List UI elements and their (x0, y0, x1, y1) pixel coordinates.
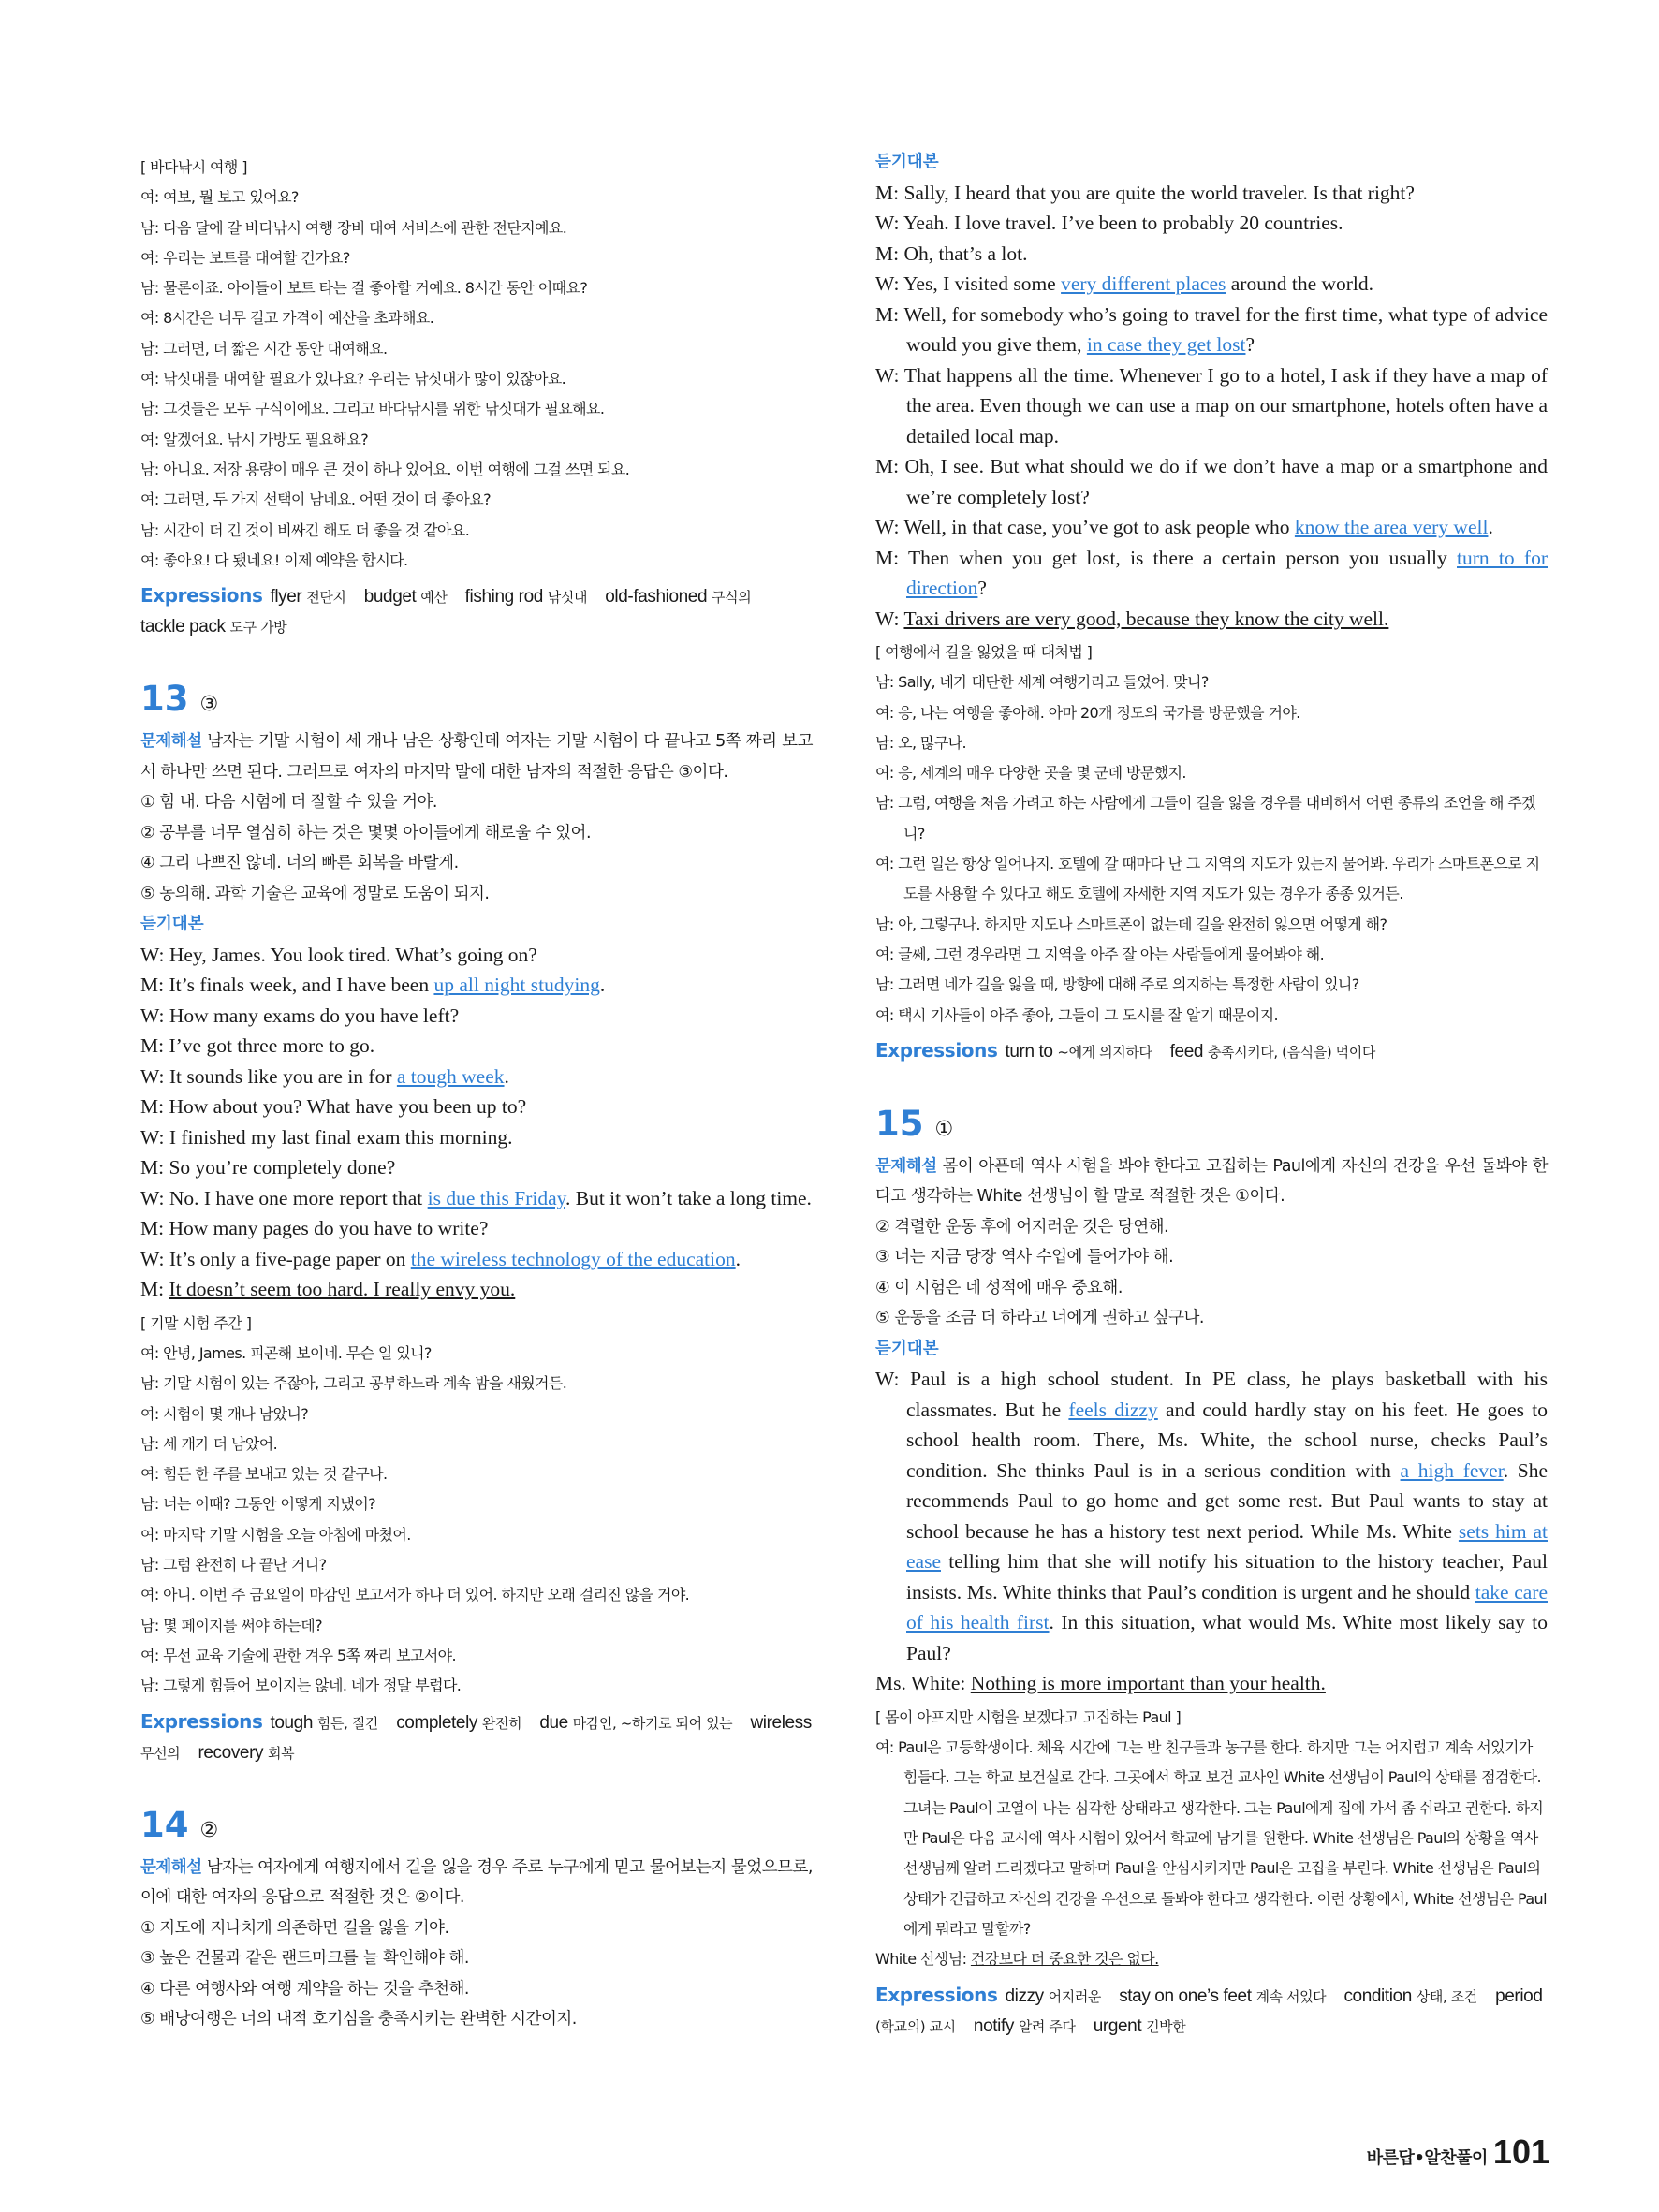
text-line: 여: 그러면, 두 가지 선택이 남네요. 어떤 것이 더 좋아요? (140, 491, 492, 509)
script-text: I finished my last final exam this morning. (169, 1125, 513, 1149)
answer-underline: 그렇게 힘들어 보이지는 않네. 네가 정말 부럽다. (163, 1677, 462, 1695)
script-text: It’s only a five-page paper on (169, 1247, 411, 1270)
speaker: W: (140, 1247, 169, 1270)
q15-final-line: Nothing is more important than your health. (970, 1672, 1326, 1695)
expression-definition: 어지러운 (1048, 1987, 1102, 2005)
blank-answer: is due this Friday (427, 1186, 565, 1209)
blank-answer: very different places (1061, 272, 1226, 295)
speaker: W: (875, 516, 904, 538)
script-line (875, 300, 1548, 360)
speaker: W: (875, 607, 904, 630)
text-line: 여: 좋아요! 다 됐네요! 이제 예약을 합시다. (140, 550, 408, 569)
script-text: Then when you get lost, is there a certain person you usually (907, 546, 1458, 569)
text-line: 남: 물론이죠. 아이들이 보트 타는 걸 좋아할 거예요. 8시간 동안 어때요? (140, 279, 588, 298)
text-line: 남: 시간이 더 긴 것이 비싸긴 해도 더 좋을 것 같아요. (140, 520, 470, 539)
text-line: 남: 너는 어때? 그동안 어떻게 지냈어? (140, 1495, 375, 1514)
script-text: So you’re completely done? (169, 1156, 396, 1179)
expression-term: feed (1169, 1041, 1208, 1062)
q14-translation-lines (875, 667, 1548, 1031)
speaker: M: (140, 1095, 169, 1119)
speaker: M: (140, 974, 169, 997)
script-line (140, 1244, 813, 1275)
expression-term: dizzy (1005, 1985, 1049, 2006)
expression-definition: 낚싯대 (547, 589, 588, 607)
text-line: 남: 세 개가 더 남았어. (140, 1434, 278, 1453)
expression-term: fishing rod (464, 587, 548, 608)
q14-explanation (140, 1853, 813, 1913)
text-line: 남: 그럼 완전히 다 끝난 거니? (140, 1556, 327, 1575)
expressions-label: Expressions (140, 1709, 263, 1733)
speaker: M: (875, 181, 904, 204)
speaker: M: (875, 455, 905, 477)
speaker: W: (140, 1186, 169, 1209)
q13-explanation (140, 726, 813, 787)
text-line: 여: 아니. 이번 주 금요일이 마감인 보고서가 하나 더 있어. 하지만 오래 걸리진 않을 거야. (140, 1586, 690, 1604)
q15-answer: ① (934, 1117, 954, 1141)
script-text: How many pages do you have to write? (169, 1217, 489, 1240)
q13-explain-label: 문제해설 (140, 732, 202, 752)
speaker: M: (875, 242, 904, 265)
expression-definition: 예산 (420, 589, 448, 607)
q12-translation-lines (140, 183, 813, 576)
expression-definition: 긴박한 (1146, 2017, 1186, 2035)
script-text: Oh, I see. But what should we do if we don’t have a map or a smartphone and we’re completely lost? (904, 455, 1548, 508)
text-line: ④ 다른 여행사와 여행 계약을 하는 것을 추천해. (140, 1979, 469, 1999)
expression-term: period (1495, 1985, 1543, 2006)
speaker: M: (875, 302, 904, 326)
blank-answer: the wireless technology of the education (410, 1247, 736, 1270)
script-text: Yes, I visited some (903, 272, 1062, 295)
blank-answer: a tough week (396, 1064, 505, 1088)
text-line: 남: 그것들은 모두 구식이에요. 그리고 바다낚시를 위한 낚싯대가 필요해요. (140, 400, 605, 418)
page-number: 101 (1492, 2132, 1549, 2171)
script-line (875, 604, 1548, 635)
footer-book-title: 바른답•알찬풀이 (1366, 2148, 1488, 2168)
expression-term: condition (1343, 1985, 1417, 2006)
expression-definition: 마감인, ~하기로 되어 있는 (572, 1714, 733, 1732)
script-text: Hey, James. You look tired. What’s going on? (169, 943, 537, 966)
text-line: 여: 응, 나는 여행을 좋아해. 아마 20개 정도의 국가를 방문했을 거야. (875, 703, 1300, 722)
q15-explanation (875, 1151, 1548, 1212)
script-text: It sounds like you are in for (169, 1064, 397, 1088)
text-line: 여: 글쎄, 그런 경우라면 그 지역을 아주 잘 아는 사람들에게 물어봐야 해. (875, 945, 1325, 963)
q15-heading (875, 1103, 1548, 1151)
q15-script (875, 1364, 1548, 1699)
q15-translation-final (875, 1944, 1548, 1974)
q15-trans-final-line: 건강보다 더 중요한 것은 없다. (970, 1950, 1159, 1969)
right-column (875, 153, 1548, 2042)
text-line: 남: 몇 페이지를 써야 하는데? (140, 1616, 323, 1634)
script-text: It’s finals week, and I have been (169, 974, 434, 997)
expressions-label: Expressions (140, 584, 263, 608)
text-line: ④ 이 시험은 네 성적에 매우 중요해. (875, 1278, 1123, 1297)
script-text: Well, for somebody who’s going to travel for the first time, what type of advice would you give them, (903, 302, 1548, 356)
expression-definition: 회복 (268, 1744, 295, 1762)
text-line: ④ 그리 나쁘진 않네. 너의 빠른 회복을 바랄게. (140, 854, 459, 873)
script-line (140, 1122, 813, 1153)
q14-options (140, 1913, 813, 2035)
script-line (875, 512, 1548, 543)
text-line: ③ 너는 지금 당장 역사 수업에 들어가야 해. (875, 1248, 1174, 1267)
text-line: ⑤ 동의해. 과학 기술은 교육에 정말로 도움이 되지. (140, 884, 490, 903)
script-line (140, 1031, 813, 1062)
expression-definition: ~에게 의지하다 (1057, 1043, 1152, 1061)
speaker: W: (875, 212, 904, 234)
expression-definition: 무선의 (140, 1744, 181, 1762)
q14-translation (875, 637, 1548, 1031)
script-line (875, 360, 1548, 452)
q13-script-label: 듣기대본 (140, 915, 204, 934)
text-line: 남: Sally, 네가 대단한 세계 여행가라고 들었어. 맞니? (875, 673, 1209, 692)
script-line (140, 940, 813, 971)
q15-script-body (906, 1368, 1548, 1664)
q13-answer: ③ (199, 693, 219, 717)
q14-heading (140, 1804, 813, 1853)
text-line: ② 격렬한 운동 후에 어지러운 것은 당연해. (875, 1217, 1169, 1237)
q12-translation (140, 153, 813, 576)
script-text: I’ve got three more to go. (169, 1034, 375, 1058)
q13-script (140, 940, 813, 1305)
script-line (140, 1183, 813, 1214)
text-line: 여: 힘든 한 주를 보내고 있는 것 같구나. (140, 1465, 388, 1484)
blank-answer: in case they get lost (1086, 333, 1246, 356)
expression-definition: 완전히 (481, 1714, 522, 1732)
text-line: 남: 아, 그렇구나. 하지만 지도나 스마트폰이 없는데 길을 완전히 잃으면 어떻게 해? (875, 915, 1387, 933)
q14-expressions (875, 1036, 1548, 1067)
script-line (875, 208, 1548, 239)
speaker: W: (875, 363, 904, 387)
q14-translation-header: [ 여행에서 길을 잃었을 때 대처법 ] (875, 643, 1093, 661)
script-text: How about you? What have you been up to? (169, 1095, 527, 1119)
script-line (140, 1213, 813, 1244)
expression-definition: 알려 주다 (1018, 2017, 1076, 2035)
q14-script (875, 178, 1548, 635)
text-line: 여: 마지막 기말 시험을 오늘 아침에 마쳤어. (140, 1525, 411, 1544)
script-text: telling him that she will notify his situation to the history teacher, Paul insists. Ms. White thinks that Paul’s condition is urgent and he should (906, 1550, 1548, 1604)
text-line: 남: 그러면 네가 길을 잃을 때, 방향에 대해 주로 의지하는 특정한 사람이 있니? (875, 975, 1359, 994)
expression-term: wireless (750, 1712, 812, 1733)
text-line: 여: 우리는 보트를 대여할 건가요? (140, 248, 350, 267)
q15-translation-paragraph: 여: Paul은 고등학생이다. 체육 시간에 그는 반 친구들과 농구를 한다. 하지만 그는 어지럽고 계속 서있기가 힘들다. 그는 학교 보건실로 간다. 그곳에서 학교 보건 교사인 White 선생님이 Paul의 상태를 점검한다. 그녀는 Paul이 고열이 나는 심각한 상태라고 생각한다. 그는 Paul에게 집에 가서 좀 쉬라고 권한다. 하지만 Paul은 다음 교시에 역사 시험이 있어서 학교에 남기를 원한다. White 선생님은 Paul의 상황을 역사 선생님께 알려 드리겠다고 말하며 Paul을 안심시키지만 Paul은 고집을 부린다. White 선생님은 Paul의 상태가 긴급하고 자신의 건강을 우선으로 돌봐야 한다고 생각한다. 이런 상황에서, White 선생님은 Paul에게 뭐라고 말할까? (875, 1738, 1547, 1938)
expression-definition: 충족시키다, (음식을) 먹이다 (1207, 1043, 1375, 1061)
expression-definition: 계속 서있다 (1255, 1987, 1327, 2005)
script-line (140, 970, 813, 1001)
q13-translation-lines (140, 1339, 813, 1702)
speaker: W: (875, 272, 904, 295)
expression-definition: 전단지 (306, 589, 346, 607)
text-line: 여: 시험이 몇 개나 남았니? (140, 1404, 309, 1423)
q15-expressions (875, 1981, 1548, 2042)
text-line: 남: 그러면, 더 짧은 시간 동안 대여해요. (140, 339, 388, 358)
blank-answer: know the area very well (1294, 516, 1489, 538)
script-text: ? (1245, 333, 1255, 356)
q13-translation (140, 1309, 813, 1702)
speaker: M: (140, 1156, 169, 1179)
page-footer (1348, 2132, 1549, 2172)
q13-explanation-block (140, 726, 813, 909)
q13-translation-header: [ 기말 시험 주간 ] (140, 1313, 252, 1332)
blank-answer: take care of his health first (906, 1580, 1548, 1634)
blank-answer: up all night studying (433, 974, 600, 997)
script-text: Well, in that case, you’ve got to ask people who (903, 516, 1295, 538)
text-line: 여: 8시간은 너무 길고 가격이 예산을 초과해요. (140, 309, 434, 328)
q15-script-label: 듣기대본 (875, 1339, 939, 1358)
script-text: . She recommends Paul to go home and get some rest. But Paul wants to stay at school because he has a history test next period. While Ms. White (906, 1458, 1549, 1543)
blank-answer: a high fever (1400, 1458, 1504, 1482)
q15-explain-label: 문제해설 (875, 1156, 937, 1176)
q15-trans-final-speaker: White 선생님: (875, 1950, 967, 1969)
q15-explanation-text: 몸이 아픈데 역사 시험을 봐야 한다고 고집하는 Paul에게 자신의 건강을 우선 돌봐야 한다고 생각하는 White 선생님이 할 말로 적절한 것은 ①이다. (875, 1156, 1548, 1207)
q14-answer: ② (199, 1818, 219, 1842)
script-text: Paul is a high school student. In PE class, he plays basketball with his classmates. But he (906, 1368, 1548, 1421)
script-line (875, 543, 1548, 604)
q15-translation (875, 1703, 1548, 1975)
q15-translation-header: [ 몸이 아프지만 시험을 보겠다고 고집하는 Paul ] (875, 1707, 1182, 1726)
expression-term: completely (396, 1712, 482, 1733)
speaker: W: (140, 943, 169, 966)
text-line: 남: 그럼, 여행을 처음 가려고 하는 사람에게 그들이 길을 잃을 경우를 대비해서 어떤 종류의 조언을 해 주겠니? (875, 794, 1536, 842)
script-line (875, 239, 1548, 270)
script-text: around the world. (1226, 272, 1374, 295)
expressions-label: Expressions (875, 1038, 998, 1062)
text-line: 여: 낚싯대를 대여할 필요가 있나요? 우리는 낚싯대가 많이 있잖아요. (140, 370, 566, 388)
q15-explanation-block (875, 1151, 1548, 1334)
speaker: M: (140, 1034, 169, 1058)
q15-options (875, 1212, 1548, 1334)
text-line: 남: 그렇게 힘들어 보이지는 않네. 네가 정말 부럽다. (140, 1677, 462, 1695)
q15-number: 15 (875, 1103, 924, 1144)
script-text: Oh, that’s a lot. (903, 242, 1028, 265)
expression-term: turn to (1005, 1041, 1058, 1062)
expression-term: flyer (270, 587, 307, 608)
text-line: 여: 그런 일은 항상 일어나지. 호텔에 갈 때마다 난 그 지역의 지도가 있는지 물어봐. 우리가 스마트폰으로 지도를 사용할 수 있다고 해도 호텔에 자세한 지역 지도가 있는 경우가 종종 있거든. (875, 855, 1540, 903)
q13-expressions (140, 1707, 813, 1768)
script-text: ? (977, 577, 987, 599)
script-line (140, 1274, 813, 1305)
q14-explanation-text: 남자는 여자에게 여행지에서 길을 잃을 경우 주로 누구에게 믿고 물어보는지 물었으므로, 이에 대한 여자의 응답으로 적절한 것은 ②이다. (140, 1857, 813, 1908)
script-line (140, 1001, 813, 1032)
q15-script-speaker: W: (875, 1368, 900, 1391)
q13-heading (140, 678, 813, 726)
speaker: W: (140, 1003, 169, 1027)
q12-translation-header: [ 바다낚시 여행 ] (140, 158, 247, 176)
text-line: 여: 안녕, James. 피곤해 보이네. 무슨 일 있니? (140, 1343, 432, 1362)
script-line (875, 178, 1548, 209)
script-text: . (599, 974, 606, 997)
expression-definition: 상태, 조건 (1416, 1987, 1477, 2005)
left-column (140, 153, 813, 2035)
expression-term: tackle pack (140, 617, 230, 637)
expression-term: recovery (198, 1742, 268, 1763)
text-line: 남: 기말 시험이 있는 주잖아, 그리고 공부하느라 계속 밤을 새웠거든. (140, 1374, 567, 1393)
speaker: M: (875, 546, 908, 569)
script-line (140, 1152, 813, 1183)
blank-answer: feels dizzy (1068, 1398, 1158, 1421)
speaker: M: (140, 1217, 169, 1240)
text-line: 여: 택시 기사들이 아주 좋아, 그들이 그 도시를 잘 알기 때문이지. (875, 1005, 1279, 1024)
expression-definition: (학교의) 교시 (875, 2017, 956, 2035)
expression-term: stay on one’s feet (1119, 1985, 1256, 2006)
script-text: and could hardly stay on his feet. He goes to school health room. There, Ms. White, the school nurse, checks Paul’s condition. She thinks Paul is in a serious condition with (906, 1398, 1548, 1482)
expression-term: budget (363, 587, 421, 608)
q13-options (140, 787, 813, 909)
expression-definition: 구식의 (712, 589, 752, 607)
text-line: 여: 알겠어요. 낚시 가방도 필요해요? (140, 430, 369, 448)
q15-final-speaker: Ms. White: (875, 1672, 966, 1695)
script-text: . But it won’t take a long time. (565, 1186, 812, 1209)
text-line: ③ 높은 건물과 같은 랜드마크를 늘 확인해야 해. (140, 1949, 469, 1969)
expression-term: notify (973, 2015, 1019, 2036)
expression-term: tough (270, 1712, 317, 1733)
script-line (875, 269, 1548, 300)
text-line: 여: 무선 교육 기술에 관한 겨우 5쪽 짜리 보고서야. (140, 1646, 457, 1664)
q14-explanation-block (140, 1853, 813, 2035)
script-line (875, 451, 1548, 512)
q15-script-monologue (875, 1364, 1548, 1668)
blank-answer: sets him at ease (906, 1519, 1548, 1574)
answer-underline: Taxi drivers are very good, because they know the city well. (903, 607, 1389, 630)
text-line: 남: 아니요. 저장 용량이 매우 큰 것이 하나 있어요. 이번 여행에 그걸 쓰면 되요. (140, 460, 630, 478)
text-line: ⑤ 배낭여행은 너의 내적 호기심을 충족시키는 완벽한 시간이지. (140, 2010, 577, 2029)
script-line (140, 1062, 813, 1092)
text-line: ② 공부를 너무 열심히 하는 것은 몇몇 아이들에게 해로울 수 있어. (140, 823, 592, 842)
expression-term: old-fashioned (605, 587, 712, 608)
blank-answer: turn to for direction (906, 546, 1548, 599)
q14-explain-label: 문제해설 (140, 1857, 202, 1877)
script-text: Sally, I heard that you are quite the world traveler. Is that right? (903, 181, 1415, 204)
text-line: ① 힘 내. 다음 시험에 더 잘할 수 있을 거야. (140, 793, 437, 813)
text-line: 여: 여보, 뭘 보고 있어요? (140, 188, 299, 207)
expression-definition: 도구 가방 (229, 619, 287, 637)
q12-expressions (140, 581, 813, 642)
text-line: 여: 응, 세계의 매우 다양한 곳을 몇 군데 방문했지. (875, 764, 1186, 783)
script-text: How many exams do you have left? (169, 1003, 460, 1027)
q13-explanation-text: 남자는 기말 시험이 세 개나 남은 상황인데 여자는 기말 시험이 다 끝나고 5쪽 짜리 보고서 하나만 쓰면 된다. 그러므로 여자의 마지막 말에 대한 남자의 적절한 응답은 ③이다. (140, 732, 813, 782)
script-text: . In this situation, what would Ms. White most likely say to Paul? (906, 1611, 1548, 1664)
expressions-label: Expressions (875, 1983, 998, 2006)
q14-number: 14 (140, 1804, 189, 1845)
script-text: No. I have one more report that (169, 1186, 428, 1209)
speaker: W: (140, 1064, 169, 1088)
text-line: ① 지도에 지나치게 의존하면 길을 잃을 거야. (140, 1918, 449, 1938)
answer-underline: It doesn’t seem too hard. I really envy you. (169, 1278, 516, 1301)
script-line (140, 1091, 813, 1122)
q13-number: 13 (140, 679, 189, 720)
q14-script-label: 듣기대본 (875, 153, 939, 171)
text-line: 남: 오, 많구나. (875, 733, 967, 752)
script-text: . (504, 1064, 509, 1088)
q15-script-final (875, 1668, 1548, 1699)
speaker: W: (140, 1125, 169, 1149)
expression-term: urgent (1093, 2015, 1147, 2036)
text-line: 남: 다음 달에 갈 바다낚시 여행 장비 대여 서비스에 관한 전단지예요. (140, 218, 567, 237)
text-line: ⑤ 운동을 조금 더 하라고 너에게 권하고 싶구나. (875, 1309, 1204, 1328)
expression-definition: 힘든, 질긴 (316, 1714, 379, 1732)
script-text: Yeah. I love travel. I’ve been to probably 20 countries. (903, 212, 1343, 234)
script-text: . (735, 1247, 741, 1270)
expression-term: due (539, 1712, 573, 1733)
script-text: . (1488, 516, 1493, 538)
script-text: That happens all the time. Whenever I go to a hotel, I ask if they have a map of the area. Even though we can use a map on our smartphone, hotels often have a detailed local map. (903, 363, 1548, 447)
speaker: M: (140, 1278, 169, 1301)
